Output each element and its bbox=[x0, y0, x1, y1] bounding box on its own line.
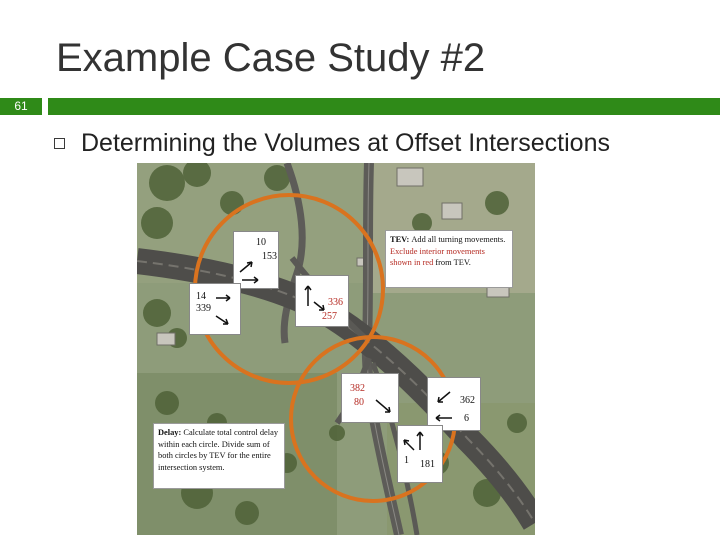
turn-label: 339 bbox=[196, 303, 211, 314]
turn-box-right bbox=[427, 377, 481, 431]
turn-label: 382 bbox=[350, 383, 365, 394]
turn-arrows-icon bbox=[398, 426, 442, 482]
turn-label: 14 bbox=[196, 291, 206, 302]
turn-box-top-left bbox=[233, 231, 279, 289]
turn-box-left bbox=[189, 283, 241, 335]
slide-number: 61 bbox=[0, 98, 42, 115]
bullet-item bbox=[54, 126, 610, 160]
square-bullet-icon bbox=[54, 138, 65, 149]
turn-label: 181 bbox=[420, 459, 435, 470]
tev-note-lead: TEV: bbox=[390, 235, 412, 244]
delay-note-lead: Delay: bbox=[158, 428, 184, 437]
bullet-text: Determining the Volumes at Offset Intersections bbox=[81, 128, 610, 157]
slide-title: Example Case Study #2 bbox=[56, 36, 486, 80]
delay-note-text: Calculate total control delay within each circle. Divide sum of both circles by TEV for the entire intersection system. bbox=[158, 428, 279, 472]
tev-note bbox=[385, 230, 513, 288]
turn-box-center-red bbox=[295, 275, 349, 327]
turn-box-lower-red bbox=[341, 373, 399, 423]
tev-note-text: Add all turning movements. bbox=[411, 235, 506, 244]
turn-box-bottom bbox=[397, 425, 443, 483]
title-accent-bar bbox=[48, 98, 720, 115]
turn-label: 10 bbox=[256, 237, 266, 248]
turn-arrows-icon bbox=[190, 284, 240, 334]
turn-label: 362 bbox=[460, 395, 475, 406]
tev-note-tail: from TEV. bbox=[433, 258, 471, 267]
turn-arrows-icon bbox=[296, 276, 348, 326]
turn-label: 336 bbox=[328, 297, 343, 308]
turn-label: 153 bbox=[262, 251, 277, 262]
turn-arrows-icon bbox=[428, 378, 480, 430]
turn-label: 257 bbox=[322, 311, 337, 322]
turn-arrows-icon bbox=[342, 374, 398, 422]
turn-label: 1 bbox=[404, 455, 409, 466]
delay-note bbox=[153, 423, 285, 489]
aerial-map-figure bbox=[137, 163, 535, 535]
tev-note-red-text: Exclude interior movements shown in red bbox=[390, 246, 485, 267]
turn-label: 6 bbox=[464, 413, 469, 424]
turn-arrows-icon bbox=[234, 232, 278, 288]
turn-label: 80 bbox=[354, 397, 364, 408]
